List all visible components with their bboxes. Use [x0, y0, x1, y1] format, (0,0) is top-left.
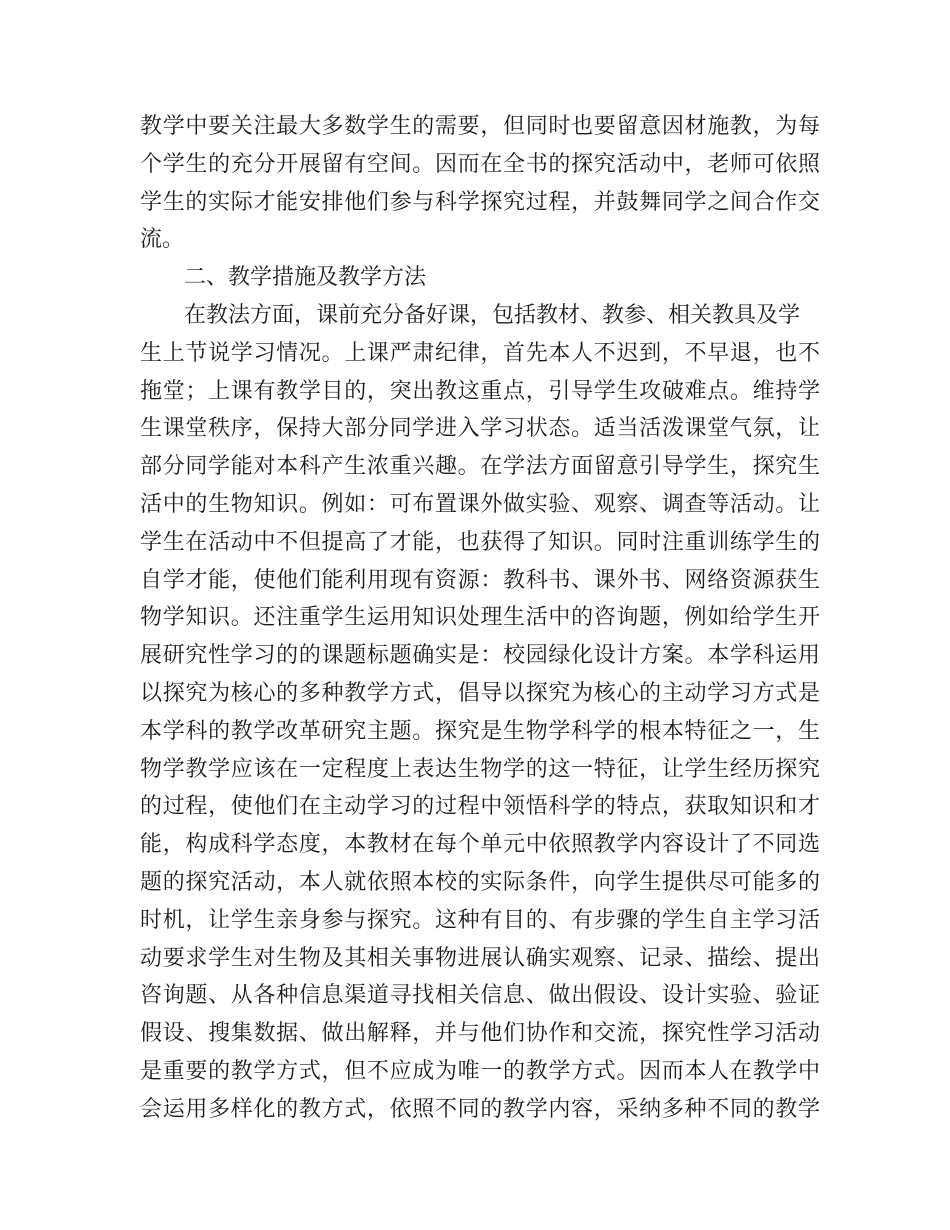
text-line: 生上节说学习情况。上课严肃纪律，首先本人不迟到，不早退，也不	[140, 340, 820, 366]
text-line: 活中的生物知识。例如：可布置课外做实验、观察、调查等活动。让	[140, 491, 820, 517]
text-line: 学生的实际才能安排他们参与科学探究过程，并鼓舞同学之间合作交	[140, 189, 820, 215]
text-line: 咨询题、从各种信息渠道寻找相关信息、做出假设、设计实验、验证	[140, 983, 820, 1009]
text-line: 能，构成科学态度，本教材在每个单元中依照教学内容设计了不同选	[140, 832, 820, 858]
text-line: 是重要的教学方式，但不应成为唯一的教学方式。因而本人在教学中	[140, 1058, 820, 1084]
text-line: 的过程，使他们在主动学习的过程中领悟科学的特点，获取知识和才	[140, 794, 820, 820]
text-line: 在教法方面，课前充分备好课，包括教材、教参、相关教具及学	[184, 302, 801, 328]
text-line: 物学知识。还注重学生运用知识处理生活中的咨询题，例如给学生开	[140, 605, 820, 631]
text-line: 流。	[140, 227, 185, 253]
text-line: 个学生的充分开展留有空间。因而在全书的探究活动中，老师可依照	[140, 151, 820, 177]
text-line: 本学科的教学改革研究主题。探究是生物学科学的根本特征之一，生	[140, 718, 820, 744]
text-line: 动要求学生对生物及其相关事物进展认确实观察、记录、描绘、提出	[140, 945, 820, 971]
section-heading: 二、教学措施及教学方法	[184, 265, 427, 291]
body-text	[140, 108, 820, 1129]
text-line: 拖堂；上课有教学目的，突出教这重点，引导学生攻破难点。维持学	[140, 378, 820, 404]
text-line: 物学教学应该在一定程度上表达生物学的这一特征，让学生经历探究	[140, 756, 820, 782]
text-line: 展研究性学习的的课题标题确实是：校园绿化设计方案。本学科运用	[140, 643, 820, 669]
text-line: 假设、搜集数据、做出解释，并与他们协作和交流，探究性学习活动	[140, 1021, 820, 1047]
text-line: 自学才能，使他们能利用现有资源：教科书、课外书、网络资源获生	[140, 567, 820, 593]
text-line: 题的探究活动，本人就依照本校的实际条件，向学生提供尽可能多的	[140, 869, 820, 895]
text-line: 时机，让学生亲身参与探究。这种有目的、有步骤的学生自主学习活	[140, 907, 820, 933]
text-line: 部分同学能对本科产生浓重兴趣。在学法方面留意引导学生，探究生	[140, 454, 820, 480]
text-line: 以探究为核心的多种教学方式，倡导以探究为核心的主动学习方式是	[140, 680, 820, 706]
text-line: 学生在活动中不但提高了才能，也获得了知识。同时注重训练学生的	[140, 529, 820, 555]
text-line: 教学中要关注最大多数学生的需要，但同时也要留意因材施教，为每	[140, 114, 820, 139]
text-line: 会运用多样化的教方式，依照不同的教学内容，采纳多种不同的教学	[140, 1096, 820, 1122]
text-line: 生课堂秩序，保持大部分同学进入学习状态。适当活泼课堂气氛，让	[140, 416, 820, 442]
